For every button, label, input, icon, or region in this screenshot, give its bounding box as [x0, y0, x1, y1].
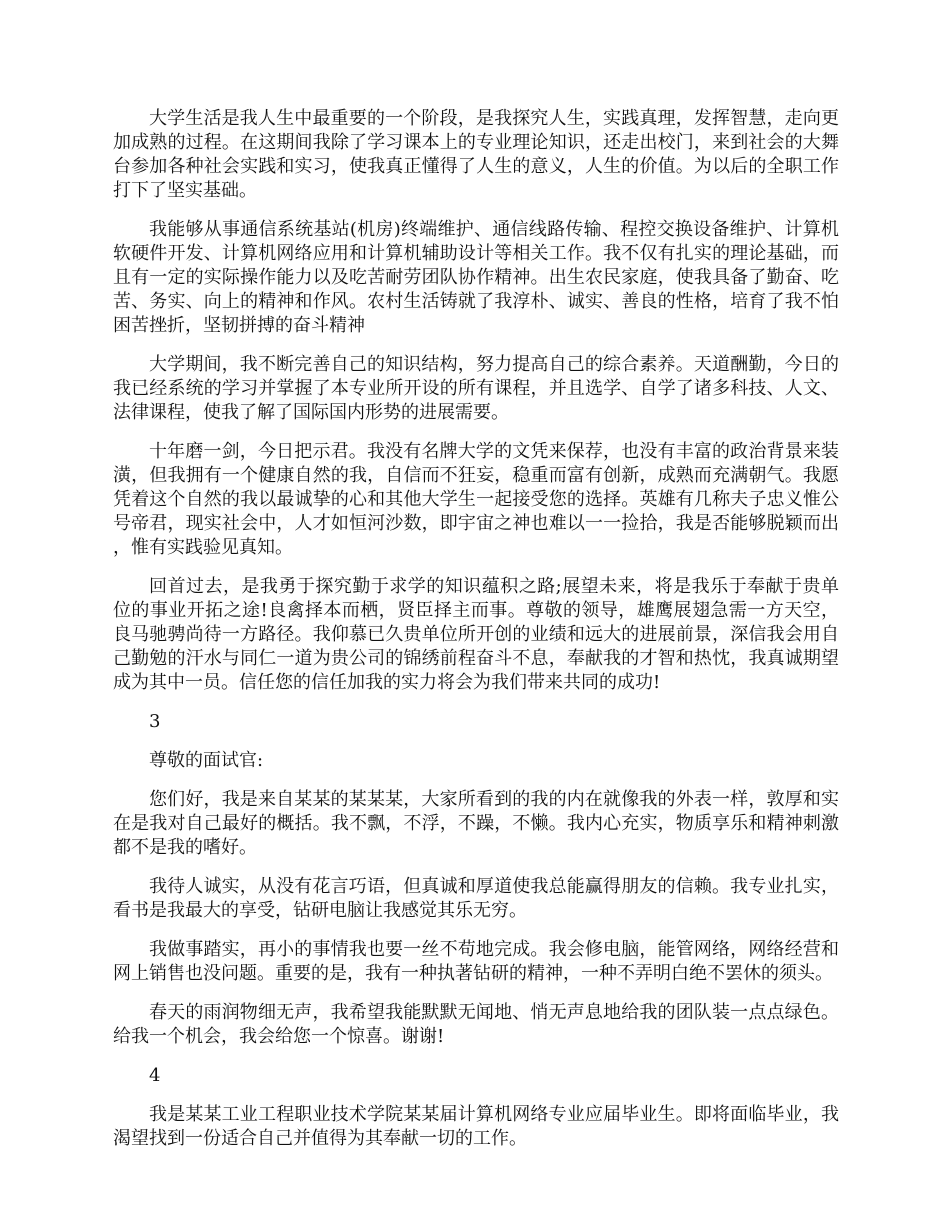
- section-number-3: 3: [149, 711, 161, 732]
- salutation: 尊敬的面试官:: [149, 750, 264, 771]
- paragraph-future: 回首过去，是我勇于探究勤于求学的知识蕴积之路;展望未来，将是我乐于奉献于贵单位的事业开拓之途!良禽择本而栖，贤臣择主而事。尊敬的领导，雄鹰展翅急需一方天空，良马驰骋尚待一方路径。我仰慕已久贵单位所开创的业绩和远大的进展前景，深信我会用自己勤勉的汗水与同仁一道为贵公司的锦绣前程奋斗不息，奉献我的才智和热忱，我真诚期望成为其中一员。信任您的信任加我的实力将会为我们带来共同的成功!: [113, 576, 839, 693]
- paragraph-graduate: 我是某某工业工程职业技术学院某某届计算机网络专业应届毕业生。即将面临毕业，我渴望找到一份适合自己并值得为其奉献一切的工作。: [113, 1104, 839, 1149]
- paragraph-closing: 春天的雨润物细无声，我希望我能默默无闻地、悄无声息地给我的团队装一点点绿色。给我一个机会，我会给您一个惊喜。谢谢!: [113, 1002, 839, 1047]
- paragraph-introduction: 您们好，我是来自某某的某某某，大家所看到的我的内在就像我的外表一样，敦厚和实在是我对自己最好的概括。我不飘，不浮，不躁，不懒。我内心充实，物质享乐和精神刺激都不是我的嗜好。: [113, 789, 839, 858]
- section-number-4: 4: [149, 1065, 161, 1086]
- paragraph-college-life: 大学生活是我人生中最重要的一个阶段，是我探究人生，实践真理，发挥智慧，走向更加成熟的过程。在这期间我除了学习课本上的专业理论知识，还走出校门，来到社会的大舞台参加各种社会实践和实习，使我真正懂得了人生的意义，人生的价值。为以后的全职工作打下了坚实基础。: [113, 108, 839, 201]
- paragraph-skills: 我能够从事通信系统基站(机房)终端维护、通信线路传输、程控交换设备维护、计算机软硬件开发、计算机网络应用和计算机辅助设计等相关工作。我不仅有扎实的理论基础，而且有一定的实际操作能力以及吃苦耐劳团队协作精神。出生农民家庭，使我具备了勤奋、吃苦、务实、向上的精神和作风。农村生活铸就了我淳朴、诚实、善良的性格，培育了我不怕困苦挫折，坚韧拼搏的奋斗精神: [113, 219, 839, 336]
- paragraph-studies: 大学期间，我不断完善自己的知识结构，努力提高自己的综合素养。天道酬勤，今日的我已经系统的学习并掌握了本专业所开设的所有课程，并且选学、自学了诸多科技、人文、法律课程，使我了解了国际国内形势的进展需要。: [113, 354, 839, 423]
- paragraph-confidence: 十年磨一剑，今日把示君。我没有名牌大学的文凭来保荐，也没有丰富的政治背景来装潢，但我拥有一个健康自然的我，自信而不狂妄，稳重而富有创新，成熟而充满朝气。我愿凭着这个自然的我以最诚挚的心和其他大学生一起接受您的选择。英雄有几称夫子忠义惟公号帝君，现实社会中，人才如恒河沙数，即宇宙之神也难以一一捡拾，我是否能够脱颖而出，惟有实践验见真知。: [113, 441, 839, 558]
- paragraph-honesty: 我待人诚实，从没有花言巧语，但真诚和厚道使我总能赢得朋友的信赖。我专业扎实，看书是我最大的享受，钻研电脑让我感觉其乐无穷。: [113, 876, 839, 921]
- paragraph-diligence: 我做事踏实，再小的事情我也要一丝不苟地完成。我会修电脑，能管网络，网络经营和网上销售也没问题。重要的是，我有一种执著钻研的精神，一种不弄明白绝不罢休的须头。: [113, 939, 839, 984]
- document-body: [113, 107, 839, 1166]
